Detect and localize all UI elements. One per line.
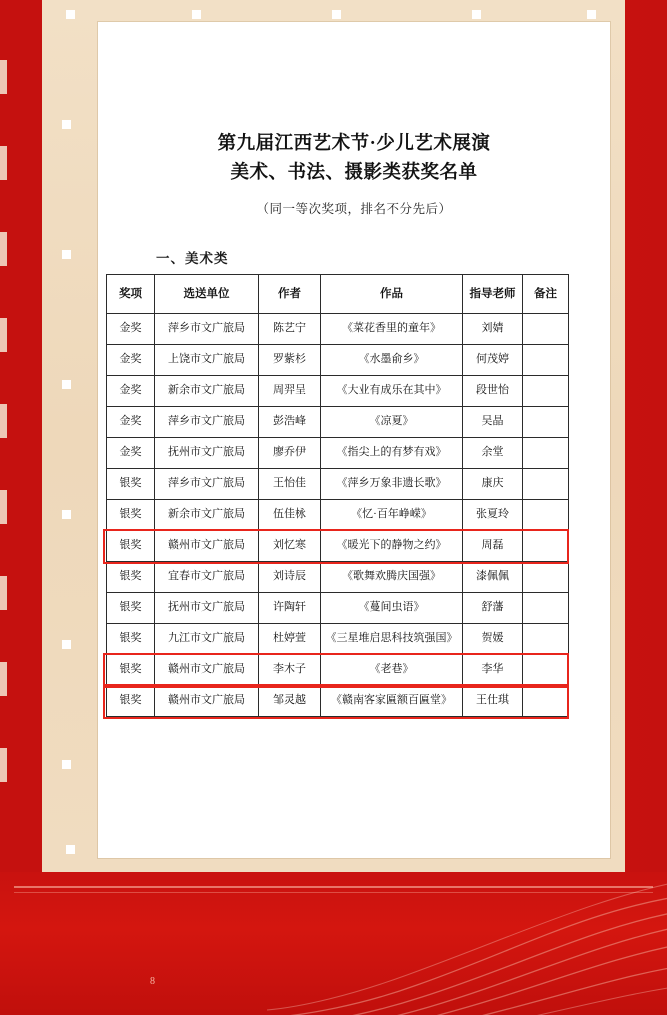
registration-mark [587, 10, 596, 19]
cell-author: 邹灵越 [259, 686, 321, 717]
cell-teacher: 贺媛 [463, 624, 523, 655]
margin-notch [0, 232, 7, 266]
table-row [107, 345, 569, 376]
cell-author: 刘忆寒 [259, 531, 321, 562]
cell-award: 银奖 [107, 469, 155, 500]
cell-work: 《凉夏》 [321, 407, 463, 438]
margin-notch [0, 490, 7, 524]
cell-unit: 新余市文广旅局 [155, 500, 259, 531]
cell-remark [523, 376, 569, 407]
cell-award: 银奖 [107, 624, 155, 655]
cell-award: 金奖 [107, 376, 155, 407]
title-block [98, 130, 610, 217]
cell-teacher: 余堂 [463, 438, 523, 469]
table-row [107, 376, 569, 407]
cell-unit: 赣州市文广旅局 [155, 655, 259, 686]
cell-work: 《三星堆启思科技筑强国》 [321, 624, 463, 655]
cell-award: 银奖 [107, 500, 155, 531]
cell-author: 刘诗辰 [259, 562, 321, 593]
cell-teacher: 康庆 [463, 469, 523, 500]
awards-table-body [107, 314, 569, 717]
column-header-teacher: 指导老师 [463, 275, 523, 314]
registration-mark [62, 640, 71, 649]
cell-unit: 抚州市文广旅局 [155, 438, 259, 469]
cell-author: 彭浩峰 [259, 407, 321, 438]
table-row [107, 531, 569, 562]
cell-award: 金奖 [107, 345, 155, 376]
cell-remark [523, 624, 569, 655]
registration-mark [62, 510, 71, 519]
cell-author: 许陶轩 [259, 593, 321, 624]
cell-remark [523, 593, 569, 624]
left-margin-strip [0, 0, 42, 1015]
margin-notch [0, 748, 7, 782]
cell-award: 金奖 [107, 438, 155, 469]
cell-work: 《老巷》 [321, 655, 463, 686]
bottom-red-banner [0, 872, 667, 1015]
section-title: 一、美术类 [156, 251, 229, 267]
cell-unit: 九江市文广旅局 [155, 624, 259, 655]
cell-work: 《水墨俞乡》 [321, 345, 463, 376]
table-row [107, 686, 569, 717]
cell-teacher: 吴晶 [463, 407, 523, 438]
cell-teacher: 张夏玲 [463, 500, 523, 531]
cell-author: 廖乔伊 [259, 438, 321, 469]
cell-work: 《暖光下的静物之约》 [321, 531, 463, 562]
cell-remark [523, 531, 569, 562]
cell-work: 《大业有成乐在其中》 [321, 376, 463, 407]
cell-author: 王怡佳 [259, 469, 321, 500]
cell-work: 《指尖上的有梦有戏》 [321, 438, 463, 469]
cell-teacher: 周磊 [463, 531, 523, 562]
cell-remark [523, 438, 569, 469]
column-header-unit: 选送单位 [155, 275, 259, 314]
column-header-work: 作品 [321, 275, 463, 314]
cell-award: 银奖 [107, 655, 155, 686]
margin-notch [0, 662, 7, 696]
table-row [107, 655, 569, 686]
cell-author: 陈艺宁 [259, 314, 321, 345]
column-header-award: 奖项 [107, 275, 155, 314]
cell-unit: 萍乡市文广旅局 [155, 469, 259, 500]
cell-work: 《萍乡万象非遗长歌》 [321, 469, 463, 500]
cell-award: 金奖 [107, 314, 155, 345]
registration-mark [62, 380, 71, 389]
cell-unit: 抚州市文广旅局 [155, 593, 259, 624]
cell-unit: 新余市文广旅局 [155, 376, 259, 407]
registration-mark [62, 250, 71, 259]
cell-author: 杜婷萱 [259, 624, 321, 655]
cell-unit: 宜春市文广旅局 [155, 562, 259, 593]
cell-work: 《菜花香里的童年》 [321, 314, 463, 345]
cell-teacher: 李华 [463, 655, 523, 686]
document-body [98, 22, 610, 858]
cell-unit: 萍乡市文广旅局 [155, 314, 259, 345]
page-number: 8 [150, 976, 155, 987]
cell-unit: 赣州市文广旅局 [155, 686, 259, 717]
registration-mark [62, 760, 71, 769]
cell-author: 伍佳栐 [259, 500, 321, 531]
cell-author: 罗紫杉 [259, 345, 321, 376]
cell-remark [523, 345, 569, 376]
awards-table [106, 274, 569, 717]
awards-table-wrapper [106, 274, 568, 717]
cell-teacher: 段世怡 [463, 376, 523, 407]
cell-award: 银奖 [107, 593, 155, 624]
cell-remark [523, 500, 569, 531]
cell-teacher: 舒藩 [463, 593, 523, 624]
table-header-row [107, 275, 569, 314]
margin-notch [0, 404, 7, 438]
cell-work: 《歌舞欢腾庆国强》 [321, 562, 463, 593]
table-row [107, 314, 569, 345]
margin-notch [0, 146, 7, 180]
cell-award: 金奖 [107, 407, 155, 438]
registration-mark [472, 10, 481, 19]
cell-teacher: 漆佩佩 [463, 562, 523, 593]
document-title-line-2: 美术、书法、摄影类获奖名单 [230, 162, 478, 183]
column-header-author: 作者 [259, 275, 321, 314]
table-row [107, 407, 569, 438]
table-row [107, 562, 569, 593]
cell-work: 《蔓间虫语》 [321, 593, 463, 624]
cell-remark [523, 469, 569, 500]
cell-author: 周羿呈 [259, 376, 321, 407]
cell-remark [523, 655, 569, 686]
cell-remark [523, 686, 569, 717]
document-title-line-1: 第九届江西艺术节·少儿艺术展演 [217, 134, 491, 154]
margin-notch [0, 576, 7, 610]
cell-remark [523, 314, 569, 345]
registration-mark [66, 845, 75, 854]
registration-mark [192, 10, 201, 19]
cell-teacher: 王仕琪 [463, 686, 523, 717]
cell-unit: 赣州市文广旅局 [155, 531, 259, 562]
registration-mark [332, 10, 341, 19]
cell-award: 银奖 [107, 686, 155, 717]
cell-remark [523, 562, 569, 593]
table-row [107, 500, 569, 531]
cell-work: 《赣南客家匾额百匾堂》 [321, 686, 463, 717]
cell-author: 李木子 [259, 655, 321, 686]
cell-work: 《忆·百年峥嵘》 [321, 500, 463, 531]
table-row [107, 438, 569, 469]
margin-notch [0, 318, 7, 352]
table-row [107, 593, 569, 624]
cell-teacher: 何茂婷 [463, 345, 523, 376]
cell-award: 银奖 [107, 562, 155, 593]
cell-remark [523, 407, 569, 438]
cell-unit: 萍乡市文广旅局 [155, 407, 259, 438]
table-row [107, 469, 569, 500]
margin-notch [0, 60, 7, 94]
document-subtitle: （同一等次奖项，排名不分先后） [256, 202, 452, 217]
cell-unit: 上饶市文广旅局 [155, 345, 259, 376]
table-row [107, 624, 569, 655]
column-header-remark: 备注 [523, 275, 569, 314]
registration-mark [62, 120, 71, 129]
cell-award: 银奖 [107, 531, 155, 562]
registration-mark [66, 10, 75, 19]
cell-teacher: 刘婧 [463, 314, 523, 345]
ribbon-swirl-decoration [267, 872, 667, 1015]
